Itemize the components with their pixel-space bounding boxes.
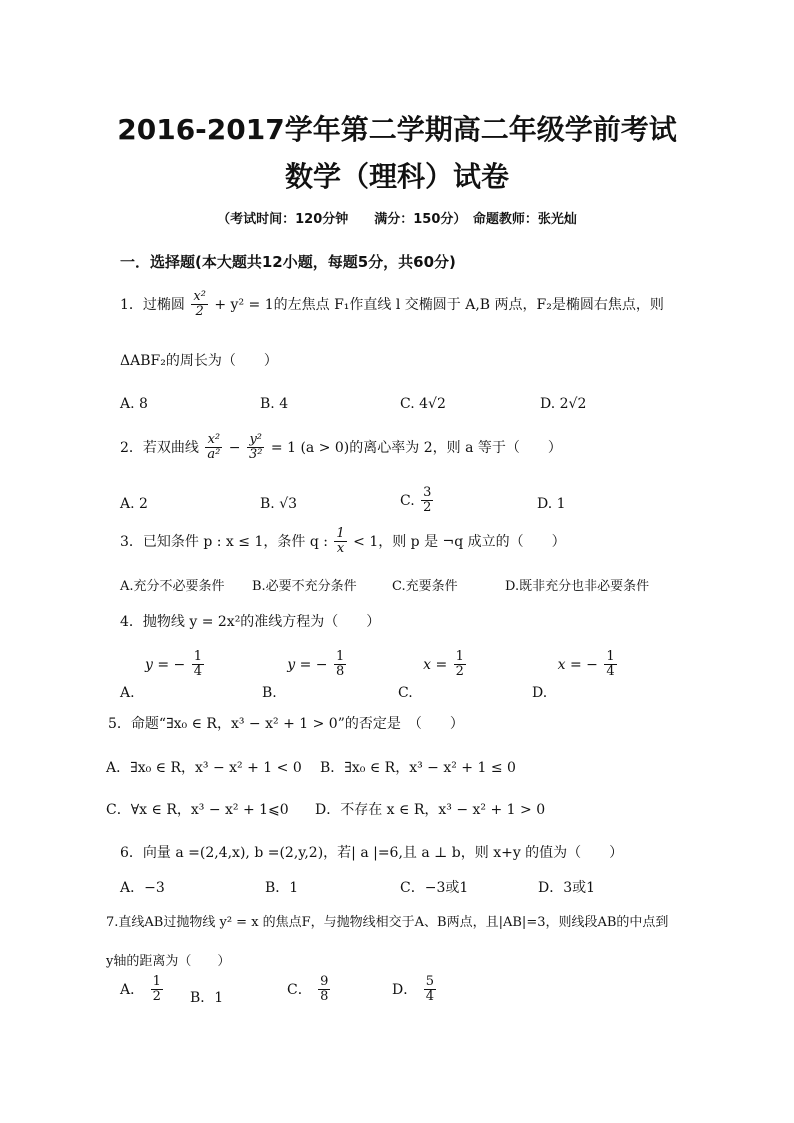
question-2-option-c xyxy=(400,486,435,516)
question-5-option-a: A．∃x₀ ∈ R，x³ − x² + 1 < 0 xyxy=(106,760,302,776)
question-7-option-d xyxy=(392,975,438,1005)
question-1 xyxy=(120,290,664,320)
question-1-prefix: 1．过椭圆 xyxy=(120,296,185,313)
question-5-option-c: C．∀x ∈ R，x³ − x² + 1⩽0 xyxy=(106,802,289,818)
fraction-numerator: 1 xyxy=(193,649,203,664)
question-7-option-b: B．1 xyxy=(190,990,224,1006)
question-2-option-d: D. 1 xyxy=(537,496,566,512)
option-lhs: y = − xyxy=(145,656,186,673)
minus-sign: − xyxy=(228,439,241,456)
question-7-option-c xyxy=(287,975,332,1005)
fraction-numerator: 1 xyxy=(606,649,615,664)
option-d-fraction xyxy=(424,975,436,1005)
question-2-option-a: A. 2 xyxy=(120,496,148,512)
option-lhs: x = − xyxy=(557,656,598,673)
exam-subtitle: 数学（理科）试卷 xyxy=(284,160,509,193)
question-3-prefix: 3．已知条件 p : x ≤ 1，条件 q : xyxy=(120,533,328,550)
question-2-option-b: B. √3 xyxy=(260,496,298,512)
question-1-line2: ΔABF₂的周长为（ ） xyxy=(120,353,278,369)
fraction-numerator: 1 xyxy=(336,526,345,541)
question-4-option-a xyxy=(120,649,206,701)
option-lhs: y = − xyxy=(287,656,328,673)
option-b-fraction xyxy=(334,650,346,680)
question-3-text: < 1，则 p 是 ¬q 成立的（ ） xyxy=(353,533,566,550)
question-7: 7.直线AB过抛物线 y² = x 的焦点F，与抛物线相交于A、B两点，且|AB|=3，则线段AB的中点到 xyxy=(106,915,669,930)
question-1-option-c: C. 4√2 xyxy=(400,396,446,412)
question-3-option-a: A.充分不必要条件 xyxy=(120,579,225,594)
question-3-fraction xyxy=(334,527,346,557)
fraction-denominator: 8 xyxy=(335,664,345,680)
option-c-fraction xyxy=(454,650,466,680)
question-7-line2: y轴的距离为（ ） xyxy=(106,954,231,969)
question-2-text: = 1 (a > 0)的离心率为 2，则 a 等于（ ） xyxy=(270,439,562,456)
fraction-denominator: x xyxy=(336,541,345,557)
question-1-option-d: D. 2√2 xyxy=(540,396,587,412)
section-heading: 一．选择题(本大题共12小题，每题5分，共60分) xyxy=(120,253,456,271)
option-label: D． xyxy=(392,981,418,998)
question-2 xyxy=(120,433,562,463)
option-a-fraction xyxy=(192,650,204,680)
fraction-numerator: 5 xyxy=(425,974,434,989)
question-2-prefix: 2．若双曲线 xyxy=(120,439,199,456)
question-6-option-d: D．3或1 xyxy=(538,880,596,896)
fraction-denominator: 2 xyxy=(152,989,161,1005)
option-label: C． xyxy=(287,981,312,998)
question-3 xyxy=(120,527,566,557)
question-1-option-b: B. 4 xyxy=(260,396,289,412)
question-6-option-a: A．−3 xyxy=(120,880,165,896)
question-4-option-c xyxy=(398,649,468,701)
question-4-option-d xyxy=(532,649,619,701)
fraction-denominator: 2 xyxy=(423,500,432,516)
fraction-numerator: 1 xyxy=(152,974,161,989)
fraction-numerator: x² xyxy=(205,433,222,448)
question-4: 4．抛物线 y = 2x²的准线方程为（ ） xyxy=(120,614,381,630)
question-7-option-a xyxy=(120,975,165,1005)
question-3-option-c: C.充要条件 xyxy=(392,579,458,594)
question-5: 5．命题“∃x₀ ∈ R，x³ − x² + 1 > 0”的否定是 （ ） xyxy=(108,716,464,732)
option-c-fraction xyxy=(421,486,433,516)
fraction-denominator: 4 xyxy=(193,664,203,680)
question-3-option-b: B.必要不充分条件 xyxy=(252,579,357,594)
option-lhs: x = xyxy=(423,656,448,673)
fraction-denominator: 3² xyxy=(248,447,263,463)
question-4-option-b xyxy=(262,649,348,701)
fraction-denominator: a² xyxy=(207,447,221,463)
question-6: 6．向量 a =(2,4,x), b =(2,y,2)，若| a |=6,且 a ⊥ b，则 x+y 的值为（ ） xyxy=(120,845,624,861)
question-2-fraction-1 xyxy=(205,433,222,463)
fraction-numerator: x² xyxy=(193,289,206,304)
fraction-numerator: 3 xyxy=(423,485,432,500)
option-label: B. xyxy=(262,684,277,701)
fraction-denominator: 4 xyxy=(606,664,615,680)
option-label: A. xyxy=(120,684,135,701)
question-2-fraction-2 xyxy=(247,433,264,463)
fraction-numerator: y² xyxy=(247,433,264,448)
option-label: C. xyxy=(398,684,413,701)
question-6-option-b: B．1 xyxy=(265,880,299,896)
fraction-numerator: 1 xyxy=(335,649,345,664)
option-c-fraction xyxy=(318,975,330,1005)
option-d-fraction xyxy=(604,650,616,680)
question-6-option-c: C．−3或1 xyxy=(400,880,469,896)
option-label: D. xyxy=(532,684,548,701)
question-5-option-d: D．不存在 x ∈ R，x³ − x² + 1 > 0 xyxy=(315,802,546,818)
option-label: A． xyxy=(120,981,145,998)
question-1-fraction xyxy=(191,290,208,320)
question-3-option-d: D.既非充分也非必要条件 xyxy=(505,579,650,594)
option-label: C. xyxy=(400,492,415,509)
fraction-denominator: 8 xyxy=(320,989,329,1005)
question-5-option-b: B．∃x₀ ∈ R，x³ − x² + 1 ≤ 0 xyxy=(320,760,516,776)
fraction-denominator: 2 xyxy=(455,664,464,680)
fraction-denominator: 4 xyxy=(425,989,434,1005)
exam-info: （考试时间：120分钟 满分：150分） 命题教师：张光灿 xyxy=(217,212,577,227)
fraction-denominator: 2 xyxy=(195,304,204,320)
question-1-option-a: A. 8 xyxy=(120,396,148,412)
fraction-numerator: 9 xyxy=(320,974,329,989)
fraction-numerator: 1 xyxy=(455,649,464,664)
exam-title: 2016-2017学年第二学期高二年级学前考试 xyxy=(117,113,677,146)
option-a-fraction xyxy=(151,975,163,1005)
question-1-text: + y² = 1的左焦点 F₁作直线 l 交椭圆于 A,B 两点，F₂是椭圆右焦点，则 xyxy=(214,296,664,313)
